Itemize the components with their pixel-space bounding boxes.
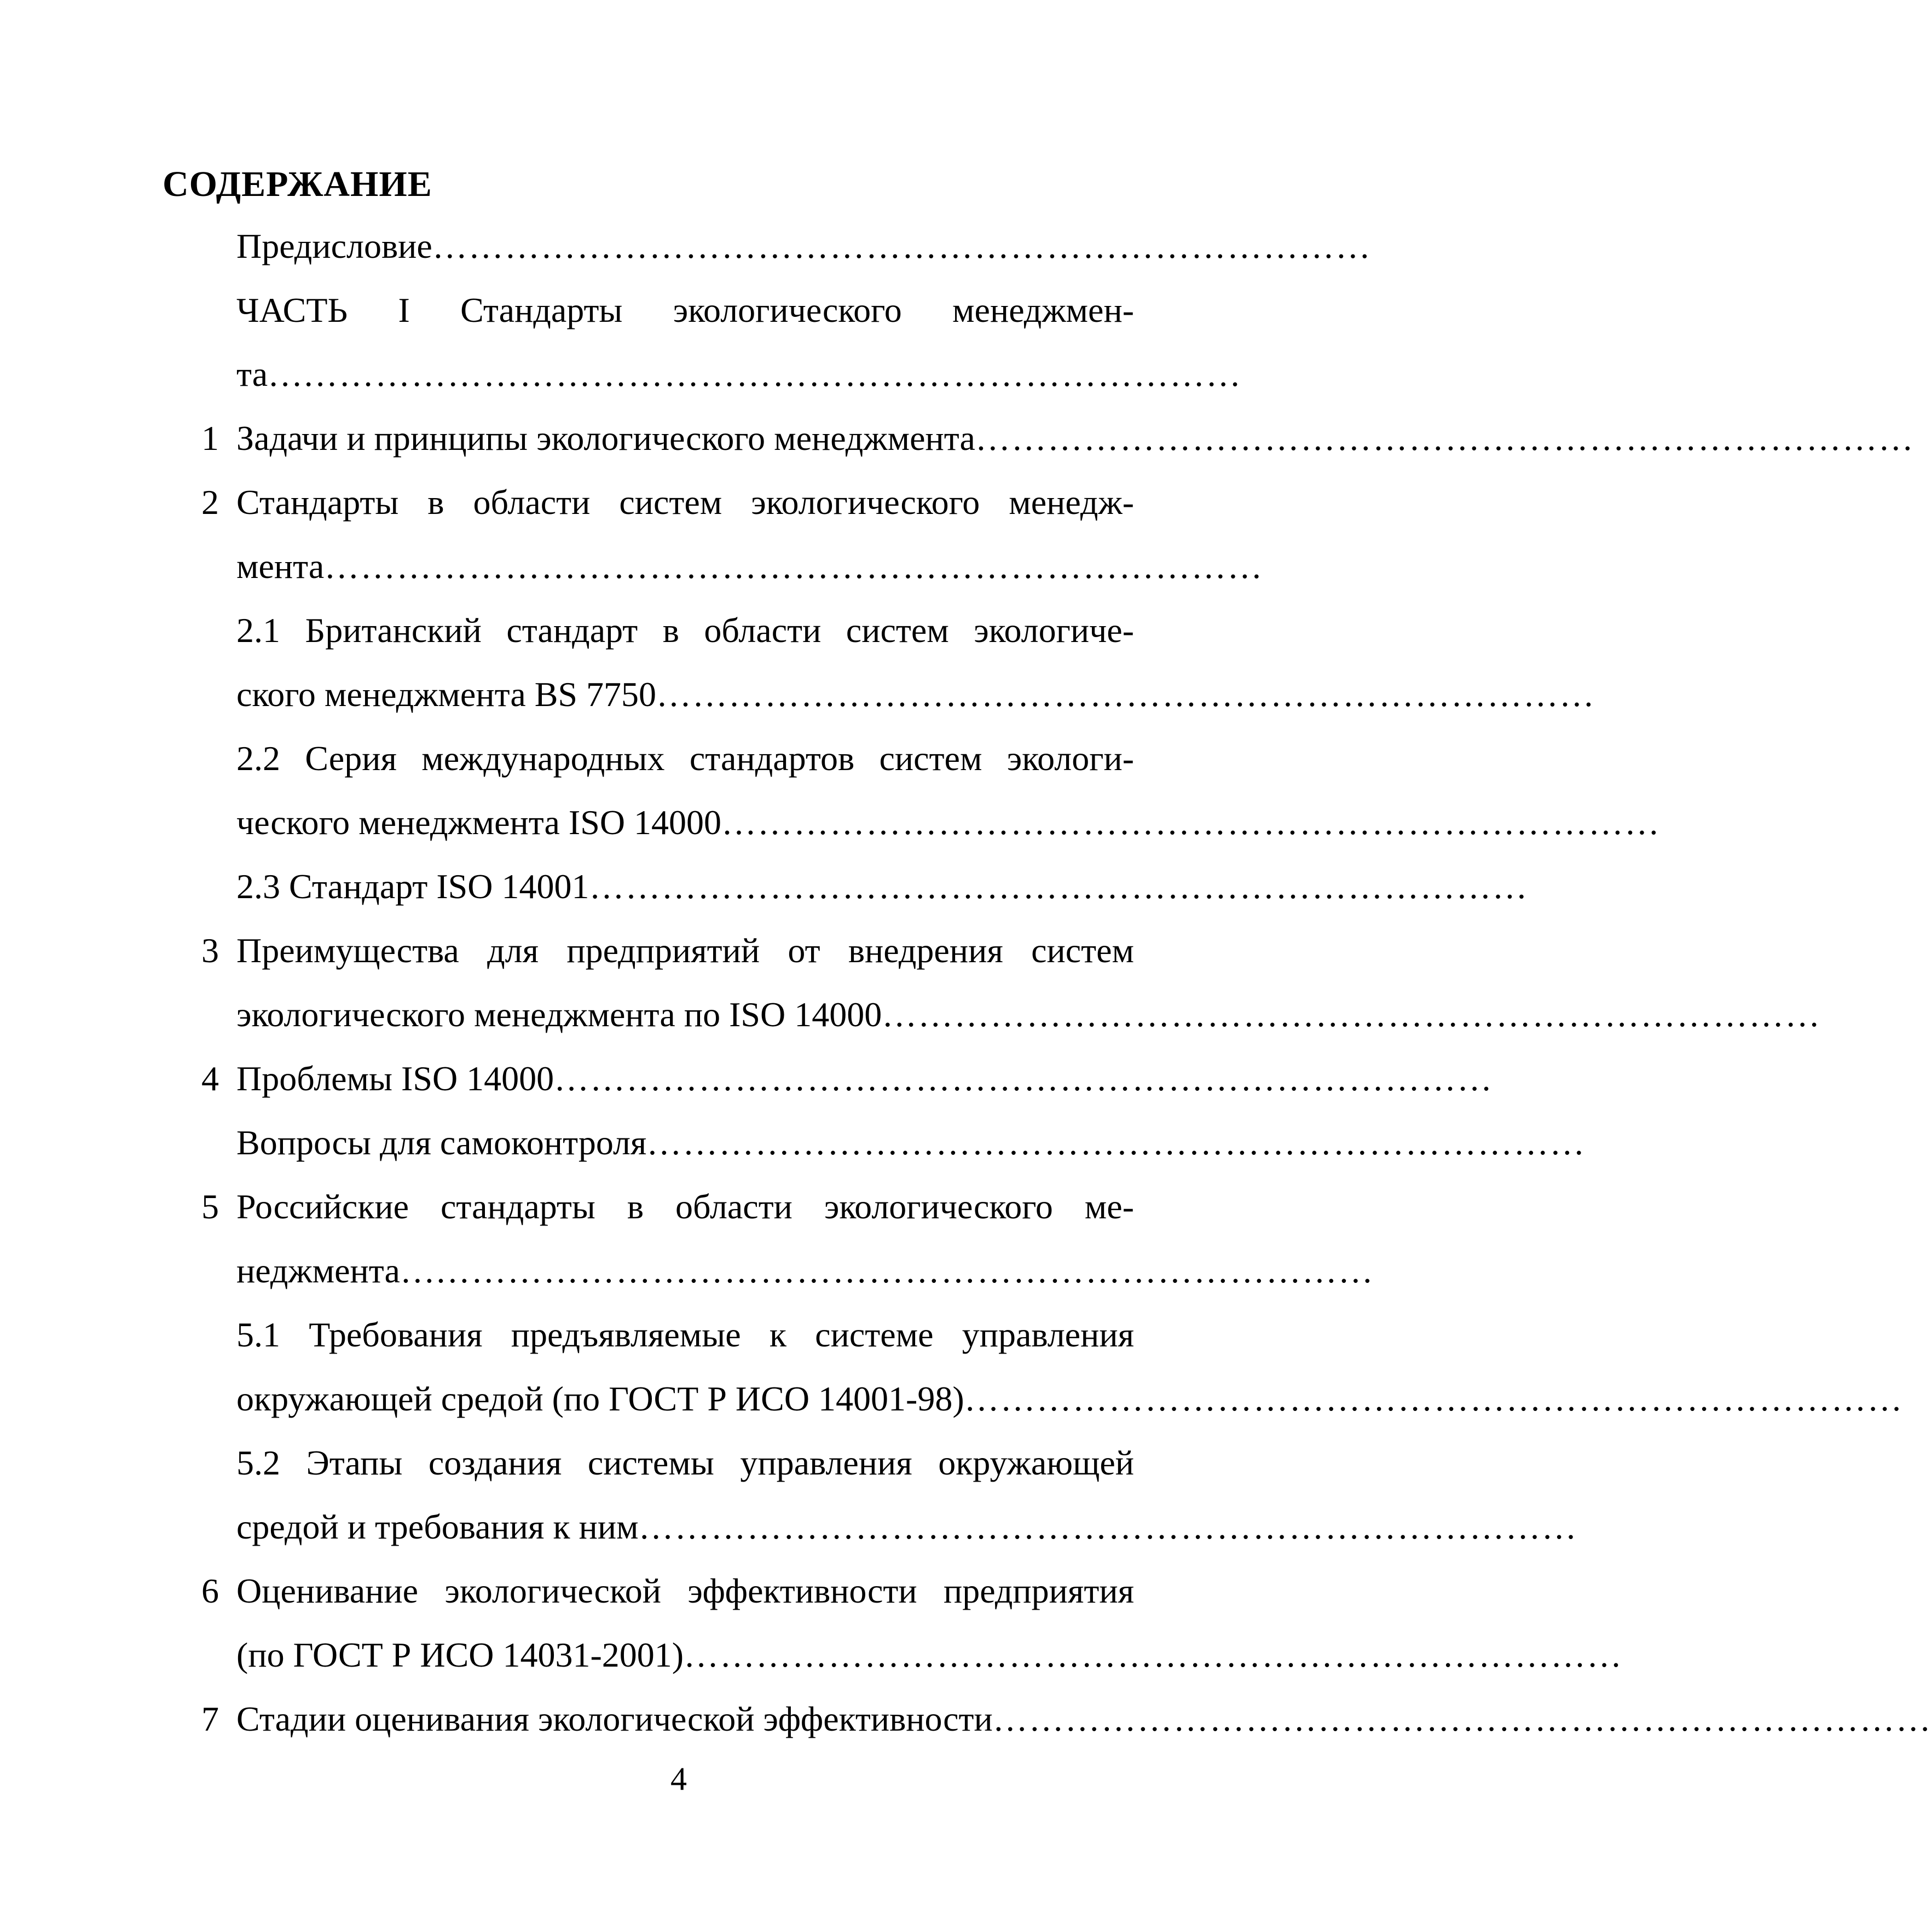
toc-section-number: 2 bbox=[201, 483, 219, 522]
toc-section-number: 4 bbox=[201, 1059, 219, 1098]
toc-entry-text: 2.3 Стандарт ISO 14001 bbox=[236, 867, 589, 906]
toc-section-number: 7 bbox=[201, 1699, 219, 1738]
toc-entry bbox=[236, 1367, 1904, 1431]
leader-dots: …………………………………………………………………… bbox=[684, 1635, 1623, 1674]
leader-dots: …………………………………………………………………… bbox=[432, 227, 1372, 265]
toc-entry-text: окружающей средой (по ГОСТ Р ИСО 14001-98) bbox=[236, 1379, 964, 1418]
leader-dots: …………………………………………………………………… bbox=[589, 867, 1529, 906]
toc-entry-text: 5.1 Требования предъявляемые к системе управления bbox=[236, 1315, 1134, 1354]
toc-entry bbox=[236, 663, 1595, 726]
toc-entry bbox=[236, 1047, 1494, 1111]
toc-entry bbox=[236, 983, 1821, 1046]
leader-dots: …………………………………………………………………… bbox=[975, 419, 1914, 458]
toc-entry-text: Предисловие bbox=[236, 227, 432, 265]
toc-entry-text: ческого менеджмента ISO 14000 bbox=[236, 803, 722, 842]
toc-entry-text: экологического менеджмента по ISO 14000 bbox=[236, 995, 882, 1034]
toc-entry-text: Стандарты в области систем экологического менедж- bbox=[236, 483, 1134, 522]
toc-entry-text: неджмента… bbox=[236, 1251, 435, 1290]
leader-dots: …………………………………………………………………… bbox=[964, 1379, 1904, 1418]
toc-entry-text: Вопросы для самоконтроля bbox=[236, 1123, 647, 1162]
toc-entry-text: Проблемы ISO 14000 bbox=[236, 1059, 554, 1098]
toc-entry bbox=[236, 535, 1264, 598]
leader-dots: …………………………………………………………………… bbox=[656, 675, 1595, 714]
toc-entry-text: средой и требования к ним bbox=[236, 1507, 639, 1546]
leader-dots: …………………………………………………………………… bbox=[554, 1059, 1494, 1098]
toc-entry bbox=[236, 1495, 1578, 1559]
toc-entry-text: 5.2 Этапы создания системы управления окружающей bbox=[236, 1443, 1134, 1482]
leader-dots: …………………………………………………………………… bbox=[882, 995, 1821, 1034]
toc-entry bbox=[236, 791, 1661, 854]
toc-title: СОДЕРЖАНИЕ bbox=[163, 164, 432, 204]
leader-dots: …………………………………………………………………… bbox=[638, 1507, 1578, 1546]
toc-entry bbox=[236, 1239, 1374, 1303]
toc-entry bbox=[236, 343, 1242, 406]
toc-section-number: 1 bbox=[201, 419, 219, 458]
toc-entry-text: (по ГОСТ Р ИСО 14031-2001) bbox=[236, 1635, 684, 1674]
toc-entry bbox=[236, 1623, 1623, 1687]
toc-section-number: 6 bbox=[201, 1571, 219, 1610]
leader-dots: …………………………………………………………………… bbox=[324, 547, 1264, 586]
leader-dots: …………………………………………………………………… bbox=[435, 1251, 1374, 1290]
toc-entry bbox=[236, 1111, 1586, 1175]
leader-dots: …………………………………………………………………… bbox=[646, 1123, 1586, 1162]
toc-section-number: 3 bbox=[201, 931, 219, 970]
toc-entry bbox=[236, 855, 1529, 918]
toc-entry bbox=[236, 215, 1372, 278]
toc-entry-text: Задачи и принципы экологического менеджмента bbox=[236, 419, 975, 458]
leader-dots: …………………………………………………………………… bbox=[992, 1699, 1932, 1738]
toc-entry bbox=[236, 1687, 1932, 1751]
toc-entry-text: та… bbox=[236, 355, 303, 394]
toc-entry-text: Оценивание экологической эффективности предприятия bbox=[236, 1571, 1134, 1610]
leader-dots: …………………………………………………………………… bbox=[303, 355, 1242, 394]
toc-entry-text: Преимущества для предприятий от внедрения систем bbox=[236, 931, 1134, 970]
toc-entry-text: ского менеджмента BS 7750 bbox=[236, 675, 656, 714]
toc-entry bbox=[236, 407, 1914, 470]
toc-entry-text: Стадии оценивания экологической эффективности bbox=[236, 1699, 993, 1738]
toc-entry-text: Российские стандарты в области экологического ме- bbox=[236, 1187, 1134, 1226]
toc-entry-text: мента bbox=[236, 547, 325, 586]
toc-entry-text: 2.2 Серия международных стандартов систем экологи- bbox=[236, 739, 1134, 778]
page-number: 4 bbox=[670, 1761, 687, 1797]
toc-entry-text: ЧАСТЬ I Стандарты экологического менеджмен- bbox=[236, 291, 1134, 329]
toc-entry-text: 2.1 Британский стандарт в области систем экологиче- bbox=[236, 611, 1134, 650]
leader-dots: …………………………………………………………………… bbox=[721, 803, 1661, 842]
toc-section-number: 5 bbox=[201, 1187, 219, 1226]
